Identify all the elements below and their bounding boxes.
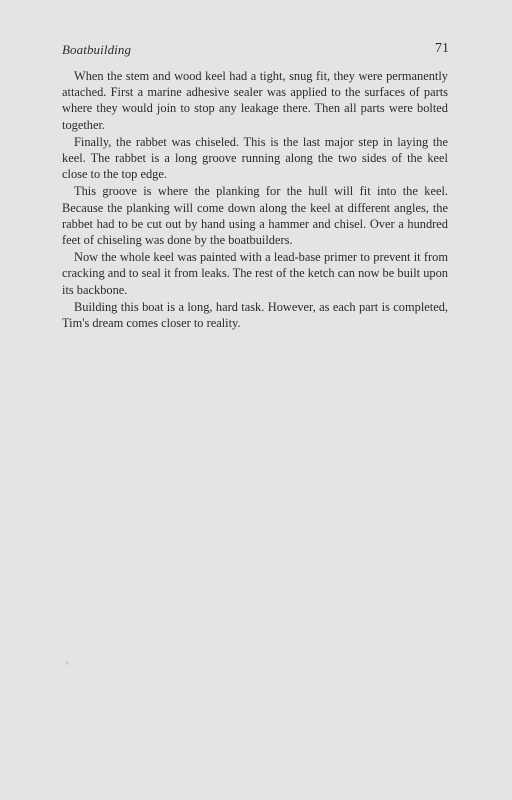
running-header: [62, 42, 449, 60]
paragraph: Finally, the rabbet was chiseled. This is the last major step in laying the keel. The rabbet is a long groove running along the two sides of the keel close to the top edge.: [62, 134, 448, 182]
page-number: 71: [435, 41, 449, 56]
paragraph: Now the whole keel was painted with a lead-base primer to prevent it from cracking and to seal it from leaks. The rest of the ketch can now be built upon its backbone.: [62, 250, 448, 297]
paper-speck: [66, 661, 68, 665]
body-text: [62, 68, 448, 332]
section-title: Boatbuilding: [62, 42, 132, 57]
paragraph: This groove is where the planking for the hull will fit into the keel. Because the planking will come down along the keel at different angles, the rabbet had to be cut out by hand using a hammer and chisel. Over a hundred feet of chiseling was done by the boatbuilders.: [62, 184, 448, 248]
paragraph: When the stem and wood keel had a tight, snug fit, they were permanently attached. First a marine adhesive sealer was applied to the surfaces of parts where they would join to stop any leakage there. Then all parts were bolted together.: [62, 69, 448, 132]
paragraph: Building this boat is a long, hard task. However, as each part is completed, Tim's dream comes closer to reality.: [62, 299, 448, 331]
